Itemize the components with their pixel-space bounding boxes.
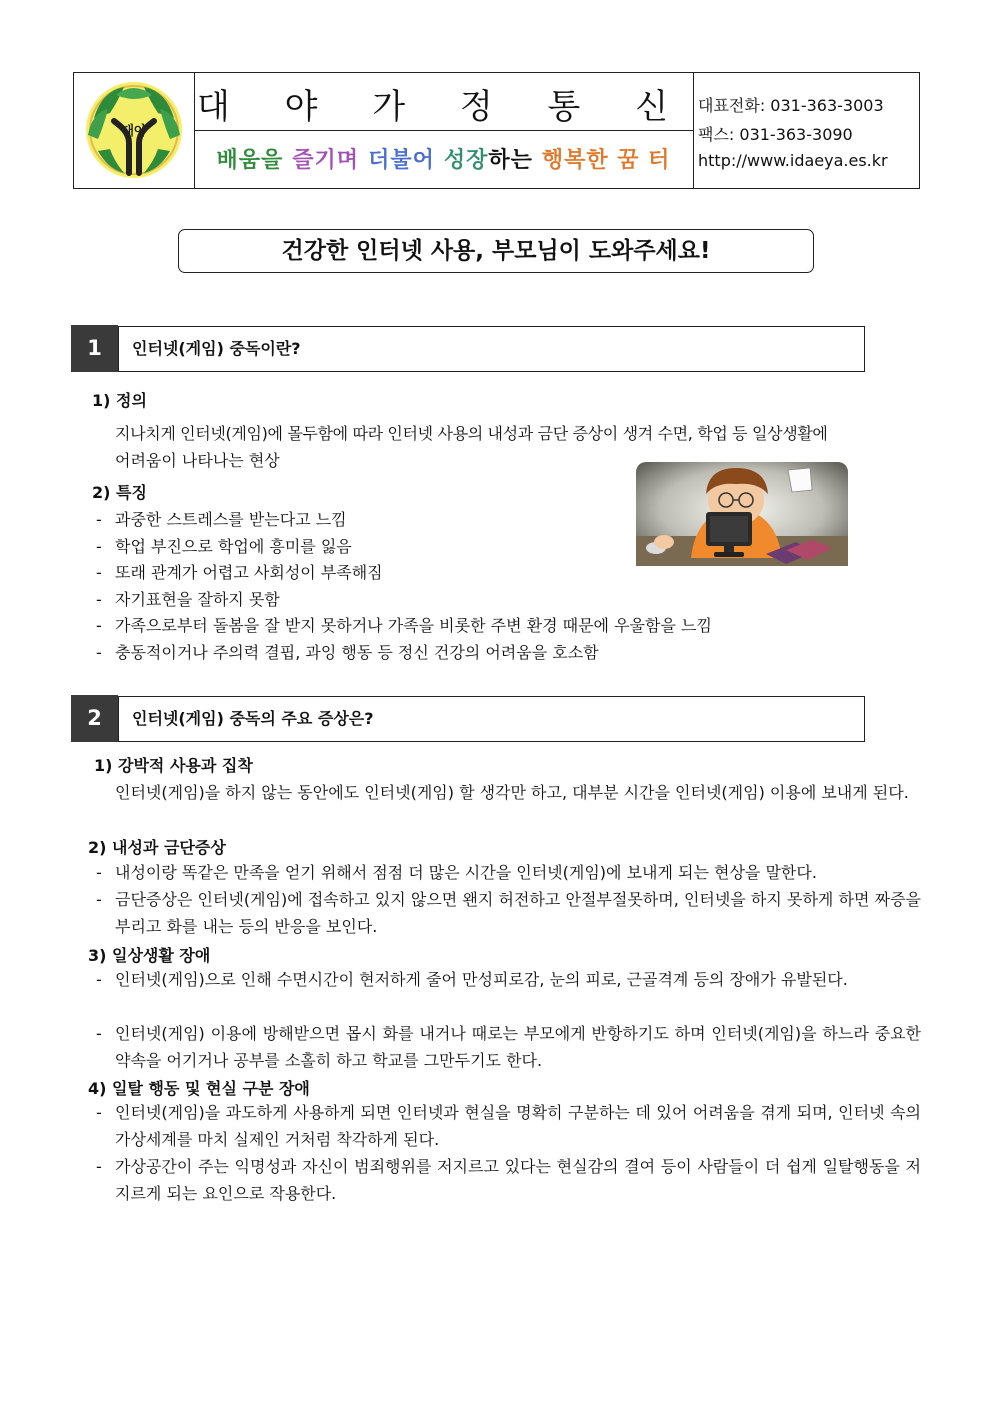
section-1-sub-features: 2) 특징: [92, 483, 147, 502]
symptom-4-item-1: - 인터넷(게임)을 과도하게 사용하게 되면 인터넷과 현실을 명확히 구분하는 데 있어 어려움을 겪게 되며, 인터넷 속의 가상세계를 마치 실제인 거처럼 착각하게 된다.: [96, 1099, 921, 1153]
symptom-1-text: 인터넷(게임)을 하지 않는 동안에도 인터넷(게임) 할 생각만 하고, 대부분 시간을 인터넷(게임) 이용에 보내게 된다.: [115, 783, 909, 802]
contact-cell: [694, 73, 919, 188]
bullet-dash: -: [96, 563, 102, 582]
main-title: 건강한 인터넷 사용, 부모님이 도와주세요!: [178, 229, 814, 273]
symptom-3-title: 3) 일상생활 장애: [88, 946, 211, 965]
bullet-dash: -: [96, 890, 102, 909]
slogan-word-3: 더불어: [368, 148, 435, 173]
section-2-title: 인터넷(게임) 중독의 주요 증상은?: [118, 696, 865, 742]
fax-number: 팩스: 031-363-3090: [698, 125, 853, 144]
section-2-number: 2: [71, 695, 118, 742]
boy-at-computer-illustration: [636, 462, 848, 566]
slogan-cell: [194, 131, 694, 188]
newsletter-header: [73, 72, 920, 189]
slogan-word-2: 즐기며: [292, 148, 360, 173]
bullet-dash: -: [96, 1024, 102, 1043]
slogan-word-6: 행복한 꿈 터: [541, 148, 671, 173]
newsletter-title: 대 야 가 정 통 신: [196, 87, 691, 127]
slogan-word-1: 배움을: [216, 148, 284, 173]
newsletter-title-cell: [194, 73, 694, 131]
slogan-word-4: 성장: [443, 148, 489, 173]
bullet-dash: -: [96, 1157, 102, 1176]
bullet-dash: -: [96, 590, 102, 609]
school-slogan: [194, 143, 693, 174]
symptom-2-item-1: - 내성이랑 똑같은 만족을 얻기 위해서 점점 더 많은 시간을 인터넷(게임)에 보내게 되는 현상을 말한다.: [96, 859, 921, 886]
symptom-2-title: 2) 내성과 금단증상: [88, 838, 226, 857]
bullet-dash: -: [96, 643, 102, 662]
feature-item-3: - 또래 관계가 어렵고 사회성이 부족해짐: [96, 559, 796, 586]
bullet-dash: -: [96, 863, 102, 882]
school-logo-cell: [74, 73, 195, 188]
symptom-1-title: 1) 강박적 사용과 집착: [94, 756, 253, 775]
bullet-dash: -: [96, 616, 102, 635]
bullet-dash: -: [96, 1103, 102, 1122]
school-logo: [74, 73, 194, 188]
feature-item-5: - 가족으로부터 돌봄을 잘 받지 못하거나 가족을 비롯한 주변 환경 때문에 우울함을 느낌: [96, 612, 896, 639]
section-1-number: 1: [71, 325, 118, 372]
school-website-link[interactable]: http://www.idaeya.es.kr: [698, 151, 888, 170]
section-1-title: 인터넷(게임) 중독이란?: [118, 326, 865, 372]
phone-number: 대표전화: 031-363-3003: [698, 96, 884, 115]
symptom-2-item-2: - 금단증상은 인터넷(게임)에 접속하고 있지 않으면 왠지 허전하고 안절부절못하며, 인터넷을 하지 못하게 하면 짜증을 부리고 화를 내는 등의 반응을 보인다.: [96, 886, 921, 940]
symptom-3-item-2: - 인터넷(게임) 이용에 방해받으면 몹시 화를 내거나 때로는 부모에게 반항하기도 하며 인터넷(게임)을 하느라 중요한 약속을 어기거나 공부를 소홀히 하고 학교를 그만두기도 한다.: [96, 1020, 921, 1074]
definition-line-2: 어려움이 나타나는 현상: [115, 451, 280, 470]
feature-item-4: - 자기표현을 잘하지 못함: [96, 586, 796, 613]
slogan-word-5: 하는: [488, 148, 533, 173]
definition-line-1: 지나치게 인터넷(게임)에 몰두함에 따라 인터넷 사용의 내성과 금단 증상이 생겨 수면, 학업 등 일상생활에: [115, 424, 828, 443]
bullet-dash: -: [96, 970, 102, 989]
symptom-4-title: 4) 일탈 행동 및 현실 구분 장애: [88, 1079, 310, 1098]
symptom-3-item-1: - 인터넷(게임)으로 인해 수면시간이 현저하게 줄어 만성피로감, 눈의 피로, 근골격계 등의 장애가 유발된다.: [96, 966, 921, 993]
symptom-4-item-2: - 가상공간이 주는 익명성과 자신이 범죄행위를 저지르고 있다는 현실감의 결여 등이 사람들이 더 쉽게 일탈행동을 저지르게 되는 요인으로 작용한다.: [96, 1153, 921, 1207]
feature-item-2: - 학업 부진으로 학업에 흥미를 잃음: [96, 533, 796, 560]
feature-item-1: - 과중한 스트레스를 받는다고 느낌: [96, 506, 796, 533]
logo-text: 대야: [121, 124, 147, 139]
feature-item-6: - 충동적이거나 주의력 결핍, 과잉 행동 등 정신 건강의 어려움을 호소함: [96, 639, 896, 666]
section-1-sub-definition: 1) 정의: [92, 391, 147, 410]
bullet-dash: -: [96, 510, 102, 529]
bullet-dash: -: [96, 537, 102, 556]
